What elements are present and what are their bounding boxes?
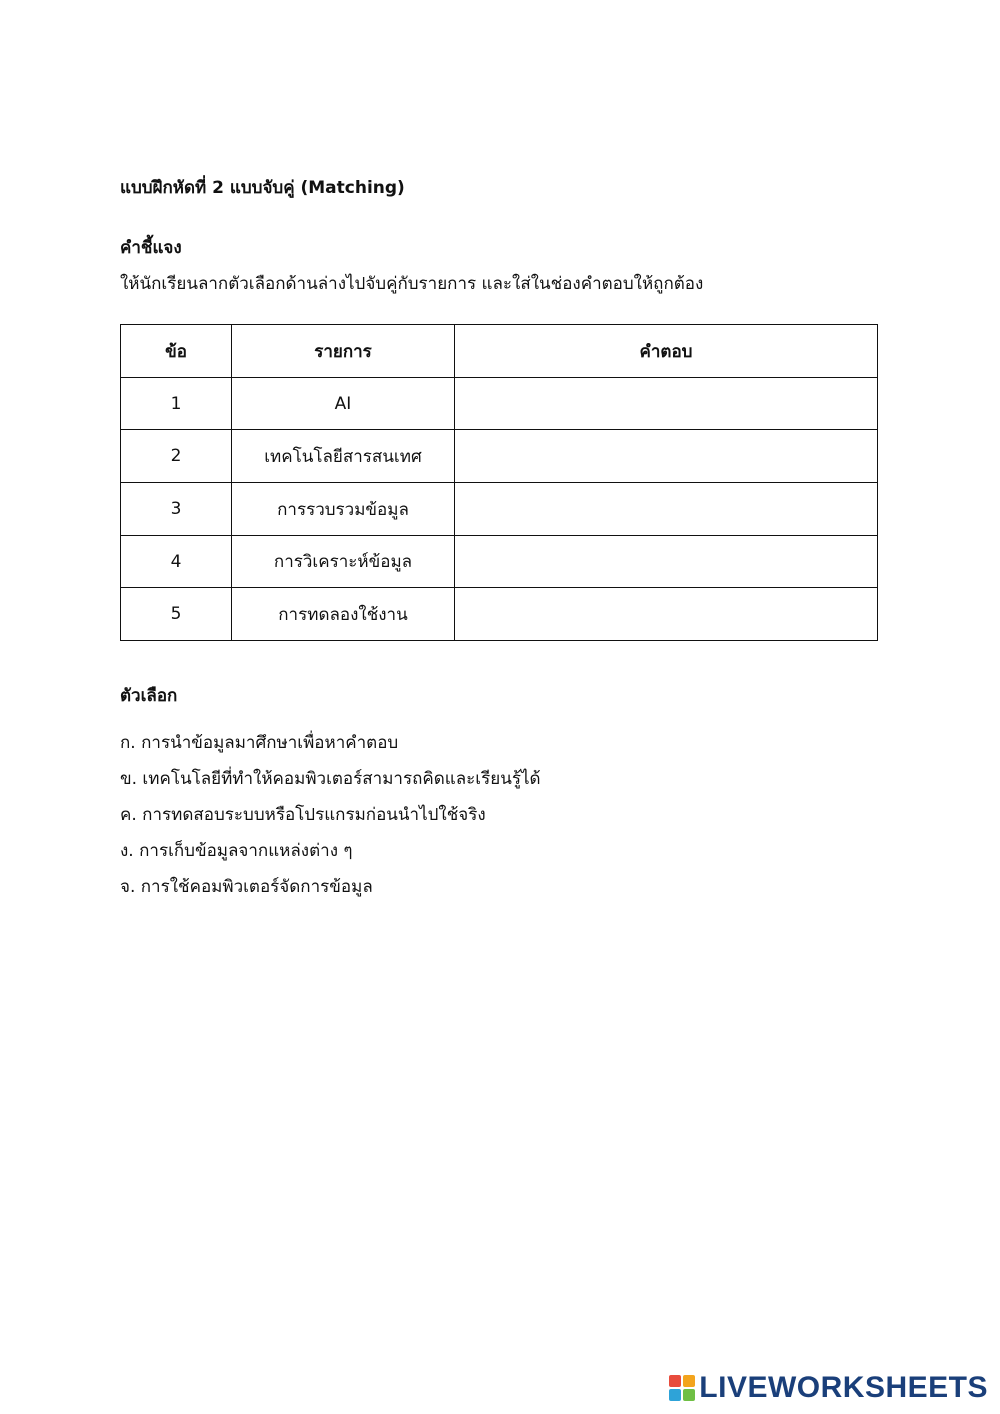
row-item: เทคโนโลยีสารสนเทศ [232,430,455,483]
row-number: 3 [121,483,232,536]
table-row [121,378,878,430]
table-row [121,430,878,483]
answer-drop-zone[interactable] [455,430,878,483]
draggable-option[interactable]: จ. การใช้คอมพิวเตอร์จัดการข้อมูล [120,877,373,897]
row-item: การรวบรวมข้อมูล [232,483,455,536]
row-item: การวิเคราะห์ข้อมูล [232,536,455,588]
row-item: AI [232,378,455,430]
header-answer: คำตอบ [455,325,878,378]
answer-drop-zone[interactable] [455,536,878,588]
row-number: 5 [121,588,232,641]
logo-square [683,1375,695,1387]
table-header-row [121,325,878,378]
options-list [120,730,541,910]
header-item: รายการ [232,325,455,378]
row-number: 4 [121,536,232,588]
liveworksheets-logo [669,1372,988,1404]
table-row [121,536,878,588]
row-number: 2 [121,430,232,483]
options-heading: ตัวเลือก [120,686,178,706]
draggable-option[interactable]: ค. การทดสอบระบบหรือโปรแกรมก่อนนำไปใช้จริง [120,805,486,825]
draggable-option[interactable]: ข. เทคโนโลยีที่ทำให้คอมพิวเตอร์สามารถคิดและเรียนรู้ได้ [120,769,541,789]
logo-square [683,1389,695,1401]
row-item: การทดลองใช้งาน [232,588,455,641]
instructions-heading: คำชี้แจง [120,238,182,258]
matching-table [120,324,878,641]
draggable-option[interactable]: ก. การนำข้อมูลมาศึกษาเพื่อหาคำตอบ [120,733,399,753]
answer-drop-zone[interactable] [455,483,878,536]
draggable-option[interactable]: ง. การเก็บข้อมูลจากแหล่งต่าง ๆ [120,841,353,861]
answer-drop-zone[interactable] [455,588,878,641]
row-number: 1 [121,378,232,430]
logo-mark-icon [669,1375,695,1401]
worksheet-title: แบบฝึกหัดที่ 2 แบบจับคู่ (Matching) [120,178,405,198]
logo-square [669,1389,681,1401]
logo-text: LIVEWORKSHEETS [699,1371,988,1404]
header-number: ข้อ [121,325,232,378]
answer-drop-zone[interactable] [455,378,878,430]
table-row [121,483,878,536]
table-row [121,588,878,641]
instructions-text: ให้นักเรียนลากตัวเลือกด้านล่างไปจับคู่กับรายการ และใส่ในช่องคำตอบให้ถูกต้อง [120,274,704,294]
logo-square [669,1375,681,1387]
